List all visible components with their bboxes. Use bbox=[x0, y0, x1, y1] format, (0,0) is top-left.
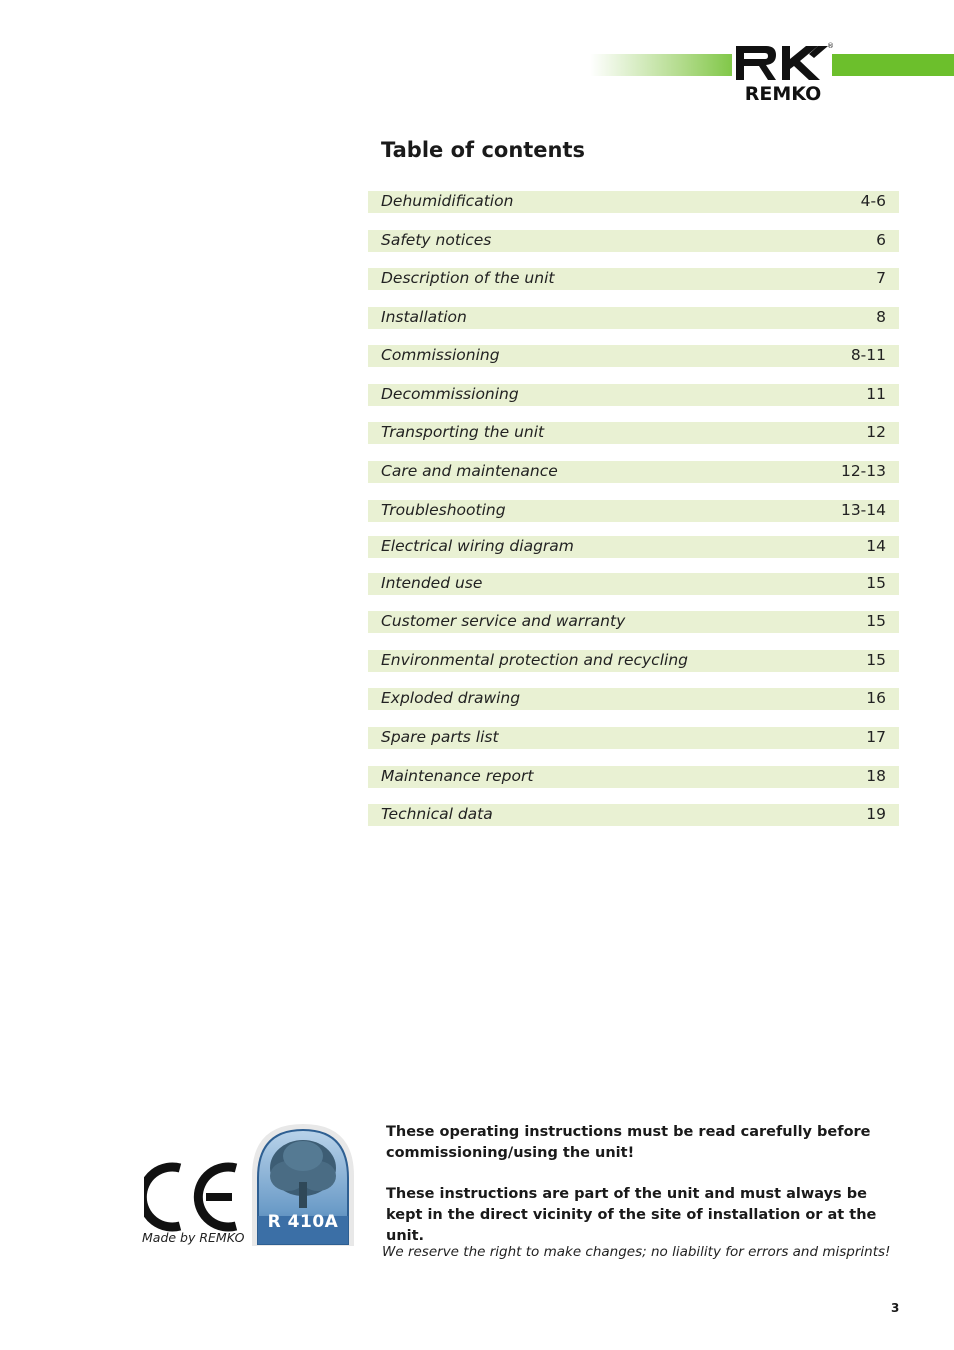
ce-caption: Made by REMKO bbox=[142, 1230, 245, 1245]
toc-entry-page: 15 bbox=[866, 651, 886, 669]
toc-entry-label: Commissioning bbox=[381, 346, 500, 364]
notice-keep-near-unit: These instructions are part of the unit and must always be kept in the direct vicinity of the site of installation or at the unit. bbox=[386, 1186, 877, 1244]
toc-row[interactable] bbox=[368, 422, 899, 444]
toc-row[interactable] bbox=[368, 688, 899, 710]
toc-entry-label: Maintenance report bbox=[381, 767, 534, 785]
toc-entry-page: 15 bbox=[866, 574, 886, 592]
page-number: 3 bbox=[891, 1301, 900, 1315]
toc-row[interactable] bbox=[368, 461, 899, 483]
toc-title: Table of contents bbox=[381, 138, 586, 162]
remko-logo-icon bbox=[732, 42, 832, 106]
toc-row[interactable] bbox=[368, 500, 899, 522]
toc-entry-page: 6 bbox=[876, 231, 886, 249]
refrigerant-label: R 410A bbox=[267, 1212, 339, 1232]
toc-row[interactable] bbox=[368, 611, 899, 633]
toc-entry-page: 14 bbox=[866, 537, 886, 555]
toc-entry-label: Installation bbox=[381, 308, 467, 326]
toc-row[interactable] bbox=[368, 573, 899, 595]
toc-entry-page: 11 bbox=[866, 385, 886, 403]
toc-row[interactable] bbox=[368, 650, 899, 672]
toc-entry-label: Description of the unit bbox=[381, 269, 555, 287]
toc-row[interactable] bbox=[368, 191, 899, 213]
toc-row[interactable] bbox=[368, 766, 899, 788]
toc-row[interactable] bbox=[368, 384, 899, 406]
toc-entry-label: Technical data bbox=[381, 805, 493, 823]
toc-entry-label: Environmental protection and recycling bbox=[381, 651, 688, 669]
toc-row[interactable] bbox=[368, 536, 899, 558]
toc-row[interactable] bbox=[368, 230, 899, 252]
toc-entry-label: Customer service and warranty bbox=[381, 612, 626, 630]
ce-mark-icon bbox=[144, 1162, 240, 1232]
toc-entry-label: Care and maintenance bbox=[381, 462, 558, 480]
brand-wordmark: REMKO bbox=[744, 83, 822, 105]
toc-entry-label: Electrical wiring diagram bbox=[381, 537, 574, 555]
disclaimer-text: We reserve the right to make changes; no liability for errors and misprints! bbox=[382, 1244, 891, 1260]
toc-entry-page: 16 bbox=[866, 689, 886, 707]
toc-entry-page: 15 bbox=[866, 612, 886, 630]
toc-entry-page: 19 bbox=[866, 805, 886, 823]
toc-entry-page: 8-11 bbox=[850, 346, 886, 364]
toc-row[interactable] bbox=[368, 727, 899, 749]
toc-row[interactable] bbox=[368, 307, 899, 329]
toc-entry-page: 7 bbox=[876, 269, 886, 287]
logo-monogram-icon bbox=[732, 42, 832, 86]
toc-row[interactable] bbox=[368, 804, 899, 826]
registered-mark: ® bbox=[827, 42, 834, 50]
toc-entry-page: 4-6 bbox=[860, 192, 886, 210]
toc-entry-label: Troubleshooting bbox=[381, 501, 506, 519]
toc-row[interactable] bbox=[368, 345, 899, 367]
toc-entry-label: Safety notices bbox=[381, 231, 492, 249]
notice-read-carefully: These operating instructions must be read carefully before commissioning/using the unit! bbox=[386, 1124, 871, 1161]
toc-entry-label: Intended use bbox=[381, 574, 483, 592]
toc-entry-label: Dehumidification bbox=[381, 192, 514, 210]
refrigerant-badge bbox=[250, 1120, 356, 1248]
toc-entry-label: Transporting the unit bbox=[381, 423, 545, 441]
toc-entry-page: 8 bbox=[876, 308, 886, 326]
toc-entry-label: Exploded drawing bbox=[381, 689, 521, 707]
toc-entry-page: 12-13 bbox=[840, 462, 886, 480]
toc-entry-label: Spare parts list bbox=[381, 728, 499, 746]
toc-entry-page: 17 bbox=[866, 728, 886, 746]
toc-entry-page: 18 bbox=[866, 767, 886, 785]
toc-entry-page: 12 bbox=[866, 423, 886, 441]
toc-row[interactable] bbox=[368, 268, 899, 290]
toc-entry-page: 13-14 bbox=[840, 501, 886, 519]
toc-entry-label: Decommissioning bbox=[381, 385, 519, 403]
